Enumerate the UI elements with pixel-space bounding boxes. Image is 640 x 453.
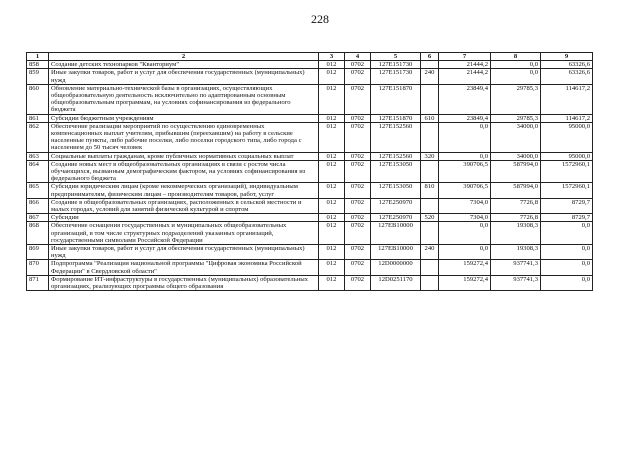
row-name: Иные закупки товаров, работ и услуг для обеспечения государственных (муниципальных) нужд bbox=[49, 69, 319, 84]
code-target-article: 127E250970 bbox=[371, 198, 421, 213]
amount-year-2: 7726,8 bbox=[491, 214, 541, 222]
code-main-manager: 012 bbox=[319, 214, 345, 222]
column-header: 2 bbox=[49, 53, 319, 61]
code-section: 0702 bbox=[345, 214, 371, 222]
code-expense-type: 610 bbox=[421, 114, 439, 122]
amount-year-3: 95000,0 bbox=[541, 122, 593, 152]
amount-year-3: 63326,6 bbox=[541, 61, 593, 69]
page-number: 228 bbox=[311, 12, 329, 26]
code-main-manager: 012 bbox=[319, 160, 345, 183]
code-expense-type bbox=[421, 84, 439, 114]
code-section: 0702 bbox=[345, 198, 371, 213]
row-number: 867 bbox=[27, 214, 49, 222]
amount-year-2: 19308,3 bbox=[491, 245, 541, 260]
amount-year-2: 34000,0 bbox=[491, 122, 541, 152]
amount-year-2: 34000,0 bbox=[491, 152, 541, 160]
row-name: Создание детских технопарков "Кванториум" bbox=[49, 61, 319, 69]
row-name: Обновление материально-технической базы в организациях, осуществляющих общеобразовательную деятельность исключительно по адаптированным основным общеобразовательным программам, на условиях софинансирования из федерального бюджета bbox=[49, 84, 319, 114]
amount-year-2: 587994,0 bbox=[491, 183, 541, 198]
amount-year-3: 114617,2 bbox=[541, 114, 593, 122]
code-section: 0702 bbox=[345, 152, 371, 160]
code-target-article: 127E250970 bbox=[371, 214, 421, 222]
code-target-article: 12D0251170 bbox=[371, 275, 421, 290]
amount-year-2: 937741,3 bbox=[491, 275, 541, 290]
amount-year-2: 0,0 bbox=[491, 69, 541, 84]
amount-year-2: 29785,3 bbox=[491, 114, 541, 122]
code-target-article: 127E152560 bbox=[371, 152, 421, 160]
column-header: 8 bbox=[491, 53, 541, 61]
code-section: 0702 bbox=[345, 114, 371, 122]
amount-year-1: 23849,4 bbox=[439, 84, 491, 114]
code-section: 0702 bbox=[345, 260, 371, 275]
code-section: 0702 bbox=[345, 84, 371, 114]
row-name: Создание в общеобразовательных организациях, расположенных в сельской местности и малых городах, условий для занятий физической культурой и спортом bbox=[49, 198, 319, 213]
row-number: 860 bbox=[27, 84, 49, 114]
table-row bbox=[27, 84, 593, 114]
code-target-article: 127E151730 bbox=[371, 69, 421, 84]
amount-year-2: 587994,0 bbox=[491, 160, 541, 183]
column-header: 5 bbox=[371, 53, 421, 61]
code-main-manager: 012 bbox=[319, 84, 345, 114]
code-main-manager: 012 bbox=[319, 61, 345, 69]
row-name: Обеспечение оснащения государственных и муниципальных общеобразовательных организаций, в том числе структурных подразделений указанных организаций, государственными символами Российской Федерации bbox=[49, 222, 319, 245]
code-expense-type bbox=[421, 198, 439, 213]
table-row bbox=[27, 61, 593, 69]
row-number: 868 bbox=[27, 222, 49, 245]
table-row bbox=[27, 183, 593, 198]
row-number: 861 bbox=[27, 114, 49, 122]
amount-year-1: 0,0 bbox=[439, 152, 491, 160]
amount-year-3: 0,0 bbox=[541, 245, 593, 260]
row-name: Социальные выплаты гражданам, кроме публичных нормативных социальных выплат bbox=[49, 152, 319, 160]
code-section: 0702 bbox=[345, 61, 371, 69]
table-row bbox=[27, 214, 593, 222]
amount-year-1: 159272,4 bbox=[439, 275, 491, 290]
code-expense-type: 810 bbox=[421, 183, 439, 198]
column-header: 7 bbox=[439, 53, 491, 61]
row-number: 858 bbox=[27, 61, 49, 69]
code-section: 0702 bbox=[345, 275, 371, 290]
column-header: 1 bbox=[27, 53, 49, 61]
code-target-article: 127E151870 bbox=[371, 114, 421, 122]
amount-year-3: 8729,7 bbox=[541, 198, 593, 213]
table-row bbox=[27, 122, 593, 152]
amount-year-2: 0,0 bbox=[491, 61, 541, 69]
table-row bbox=[27, 114, 593, 122]
code-expense-type: 240 bbox=[421, 245, 439, 260]
code-expense-type bbox=[421, 61, 439, 69]
table-row bbox=[27, 69, 593, 84]
column-header: 9 bbox=[541, 53, 593, 61]
code-main-manager: 012 bbox=[319, 245, 345, 260]
row-number: 859 bbox=[27, 69, 49, 84]
amount-year-3: 8729,7 bbox=[541, 214, 593, 222]
code-expense-type bbox=[421, 122, 439, 152]
amount-year-3: 114617,2 bbox=[541, 84, 593, 114]
column-header: 3 bbox=[319, 53, 345, 61]
row-name: Создание новых мест в общеобразовательных организациях в связи с ростом числа обучающихся, вызванным демографическим фактором, на условиях софинансирования из федерального бюджета bbox=[49, 160, 319, 183]
code-expense-type: 320 bbox=[421, 152, 439, 160]
amount-year-1: 0,0 bbox=[439, 122, 491, 152]
code-section: 0702 bbox=[345, 222, 371, 245]
row-name: Субсидии бюджетным учреждениям bbox=[49, 114, 319, 122]
code-expense-type bbox=[421, 222, 439, 245]
code-section: 0702 bbox=[345, 69, 371, 84]
amount-year-1: 0,0 bbox=[439, 222, 491, 245]
code-target-article: 127E153050 bbox=[371, 160, 421, 183]
row-name: Иные закупки товаров, работ и услуг для обеспечения государственных (муниципальных) нужд bbox=[49, 245, 319, 260]
code-expense-type bbox=[421, 260, 439, 275]
amount-year-1: 0,0 bbox=[439, 245, 491, 260]
code-target-article: 127E152560 bbox=[371, 122, 421, 152]
row-name: Субсидии юридическим лицам (кроме некоммерческих организаций), индивидуальным предпринимателям, физическим лицам – производителям товаров, работ, услуг bbox=[49, 183, 319, 198]
code-main-manager: 012 bbox=[319, 260, 345, 275]
code-section: 0702 bbox=[345, 160, 371, 183]
amount-year-1: 21444,2 bbox=[439, 69, 491, 84]
code-main-manager: 012 bbox=[319, 122, 345, 152]
row-number: 864 bbox=[27, 160, 49, 183]
row-number: 863 bbox=[27, 152, 49, 160]
amount-year-1: 7304,0 bbox=[439, 198, 491, 213]
code-section: 0702 bbox=[345, 122, 371, 152]
row-name: Обеспечение реализации мероприятий по осуществлению единовременных компенсационных выплат учителям, прибывшим (переехавшим) на работу в сельские населенные пункты, либо рабочие поселки, либо поселки городского типа, либо города с населением до 50 тысяч человек bbox=[49, 122, 319, 152]
column-header: 4 bbox=[345, 53, 371, 61]
code-main-manager: 012 bbox=[319, 198, 345, 213]
code-target-article: 127ЕВ10000 bbox=[371, 222, 421, 245]
amount-year-3: 0,0 bbox=[541, 275, 593, 290]
code-main-manager: 012 bbox=[319, 275, 345, 290]
code-main-manager: 012 bbox=[319, 183, 345, 198]
code-main-manager: 012 bbox=[319, 114, 345, 122]
code-expense-type bbox=[421, 275, 439, 290]
code-target-article: 127ЕВ10000 bbox=[371, 245, 421, 260]
code-main-manager: 012 bbox=[319, 69, 345, 84]
table-row bbox=[27, 245, 593, 260]
amount-year-3: 0,0 bbox=[541, 222, 593, 245]
amount-year-3: 1572960,1 bbox=[541, 160, 593, 183]
code-expense-type: 240 bbox=[421, 69, 439, 84]
amount-year-2: 937741,3 bbox=[491, 260, 541, 275]
column-header: 6 bbox=[421, 53, 439, 61]
amount-year-3: 1572960,1 bbox=[541, 183, 593, 198]
row-name: Подпрограмма "Реализация национальной программы "Цифровая экономика Российской Федерации" в Свердловской области" bbox=[49, 260, 319, 275]
code-target-article: 127E153050 bbox=[371, 183, 421, 198]
amount-year-2: 29785,3 bbox=[491, 84, 541, 114]
amount-year-3: 95000,0 bbox=[541, 152, 593, 160]
code-section: 0702 bbox=[345, 183, 371, 198]
table-row bbox=[27, 160, 593, 183]
code-target-article: 127E151870 bbox=[371, 84, 421, 114]
code-main-manager: 012 bbox=[319, 222, 345, 245]
amount-year-2: 19308,3 bbox=[491, 222, 541, 245]
table-row bbox=[27, 260, 593, 275]
row-number: 862 bbox=[27, 122, 49, 152]
table-row bbox=[27, 222, 593, 245]
amount-year-1: 23849,4 bbox=[439, 114, 491, 122]
code-target-article: 12D0000000 bbox=[371, 260, 421, 275]
amount-year-3: 0,0 bbox=[541, 260, 593, 275]
table-row bbox=[27, 198, 593, 213]
budget-table bbox=[26, 52, 593, 291]
row-number: 866 bbox=[27, 198, 49, 213]
amount-year-2: 7726,8 bbox=[491, 198, 541, 213]
code-expense-type: 520 bbox=[421, 214, 439, 222]
amount-year-1: 21444,2 bbox=[439, 61, 491, 69]
code-main-manager: 012 bbox=[319, 152, 345, 160]
row-number: 871 bbox=[27, 275, 49, 290]
amount-year-1: 159272,4 bbox=[439, 260, 491, 275]
row-number: 870 bbox=[27, 260, 49, 275]
code-expense-type bbox=[421, 160, 439, 183]
amount-year-1: 7304,0 bbox=[439, 214, 491, 222]
amount-year-1: 390706,5 bbox=[439, 183, 491, 198]
header-row bbox=[27, 53, 593, 61]
code-target-article: 127E151730 bbox=[371, 61, 421, 69]
row-number: 865 bbox=[27, 183, 49, 198]
row-name: Субсидии bbox=[49, 214, 319, 222]
row-name: Формирование ИТ-инфраструктуры в государственных (муниципальных) образовательных организациях, реализующих программы общего образования bbox=[49, 275, 319, 290]
table-row bbox=[27, 275, 593, 290]
amount-year-1: 390706,5 bbox=[439, 160, 491, 183]
amount-year-3: 63326,6 bbox=[541, 69, 593, 84]
row-number: 869 bbox=[27, 245, 49, 260]
table-row bbox=[27, 152, 593, 160]
code-section: 0702 bbox=[345, 245, 371, 260]
